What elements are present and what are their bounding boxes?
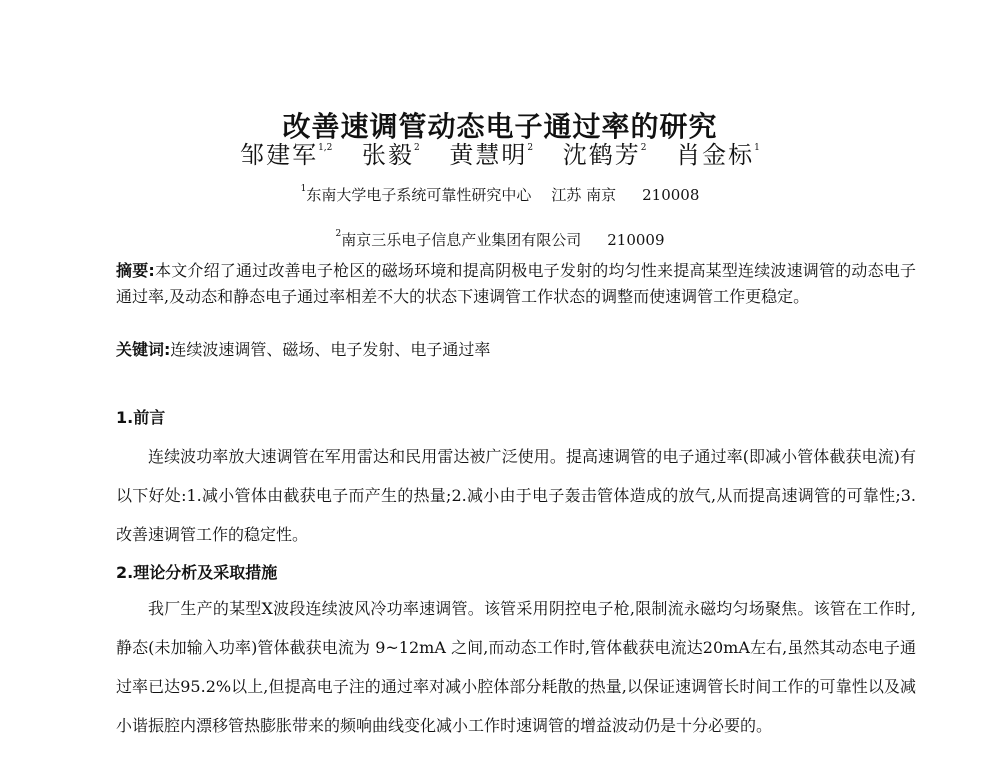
- abstract-text: 本文介绍了通过改善电子枪区的磁场环境和提高阴极电子发射的均匀性来提高某型连续波速调管的动态电子通过率,及动态和静态电子通过率相差不大的状态下速调管工作状态的调整而使速调管工作更稳定。: [116, 261, 916, 306]
- keywords-label: 关键词:: [116, 340, 171, 359]
- affiliation-location: 江苏 南京: [551, 186, 617, 204]
- section-heading-introduction: 1.前言: [116, 408, 166, 427]
- affiliation-mark: 2: [335, 229, 342, 239]
- section-paragraph-introduction: 连续波功率放大速调管在军用雷达和民用雷达被广泛使用。提高速调管的电子通过率(即减小管体截获电流)有以下好处:1.减小管体由截获电子而产生的热量;2.减小由于电子轰击管体造成的放气,从而提高速调管的可靠性;3.改善速调管工作的稳定性。: [116, 447, 916, 544]
- affiliation-mark: 1: [300, 184, 307, 194]
- author-affiliation-mark: 2: [527, 143, 534, 153]
- author-list: [0, 135, 1000, 170]
- author-name: 黄慧明: [449, 141, 528, 169]
- author: [362, 141, 420, 169]
- author: [449, 141, 533, 169]
- affiliation-name: 东南大学电子系统可靠性研究中心: [306, 186, 532, 204]
- section-paragraph-analysis: 我厂生产的某型X波段连续波风冷功率速调管。该管采用阴控电子枪,限制流永磁均匀场聚焦。该管在工作时,静态(未加输入功率)管体截获电流为 9~12mA 之间,而动态工作时,管体截获电流达20mA左右,虽然其动态电子通过率已达95.2%以上,但提高电子注的通过率对减小腔体部分耗散的热量,以保证速调管长时间工作的可靠性以及减小谐振腔内漂移管热膨胀带来的频响曲线变化减小工作时速调管的增益波动仍是十分必要的。: [116, 599, 916, 735]
- author-affiliation-mark: 1: [754, 143, 760, 153]
- abstract-label: 摘要:: [116, 261, 155, 280]
- author: [240, 141, 332, 169]
- author: [563, 141, 647, 169]
- author-name: 邹建军: [240, 141, 319, 169]
- author-affiliation-mark: 1,2: [318, 143, 333, 153]
- author-name: 张毅: [362, 141, 415, 169]
- affiliation-postcode: 210008: [642, 186, 700, 204]
- keywords: [116, 337, 916, 363]
- paper-title: 改善速调管动态电子通过率的研究: [282, 109, 718, 143]
- author-affiliation-mark: 2: [414, 143, 420, 153]
- author-affiliation-mark: 2: [640, 143, 647, 153]
- affiliation-2: [0, 229, 1000, 250]
- author-name: 沈鹤芳: [562, 141, 641, 169]
- section-heading-analysis: 2.理论分析及采取措施: [116, 563, 278, 582]
- abstract: [116, 258, 916, 310]
- affiliation-postcode: 210009: [607, 231, 665, 249]
- affiliation-name: 南京三乐电子信息产业集团有限公司: [341, 231, 582, 249]
- keywords-text: 连续波速调管、磁场、电子发射、电子通过率: [170, 340, 491, 359]
- author: [676, 141, 760, 169]
- affiliation-1: [0, 184, 1000, 205]
- author-name: 肖金标: [676, 141, 755, 169]
